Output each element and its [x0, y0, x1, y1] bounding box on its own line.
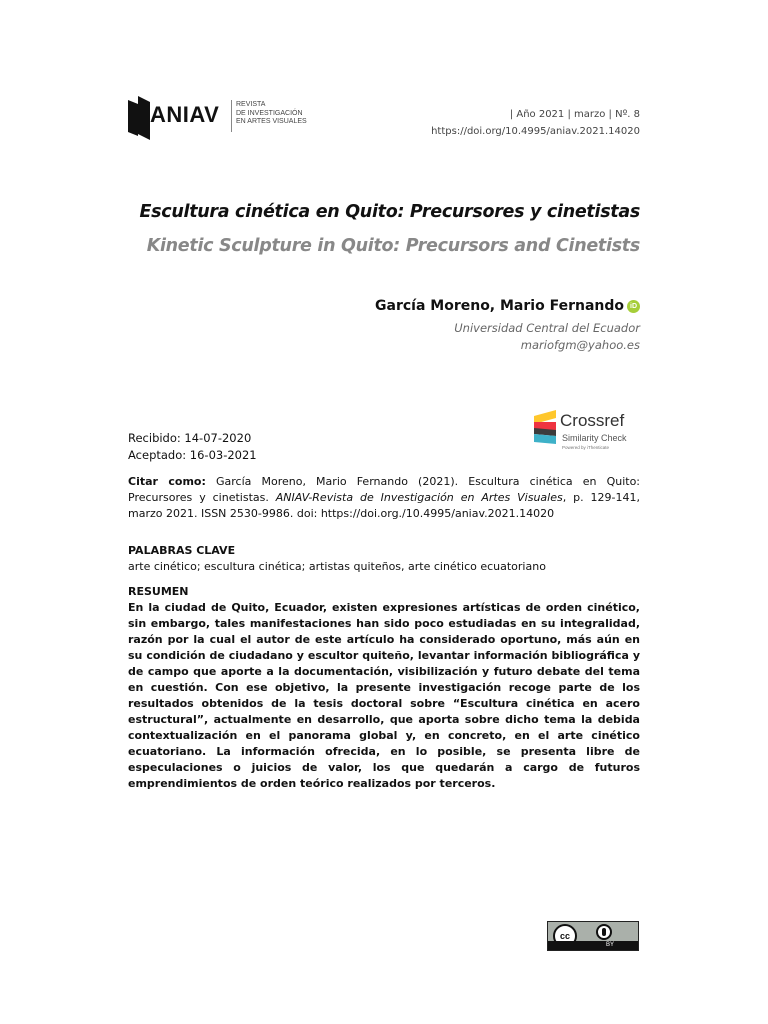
logo-divider: [231, 100, 232, 132]
title-english: Kinetic Sculpture in Quito: Precursors and Cinetists: [146, 236, 640, 256]
dates-block: [128, 430, 257, 464]
keywords-text: arte cinético; escultura cinética; artistas quiteños, arte cinético ecuatoriano: [128, 560, 546, 573]
abstract-text: En la ciudad de Quito, Ecuador, existen expresiones artísticas de orden cinético, sin embargo, tales manifestaciones han sido poco estudiadas en su integralidad, razón por la cual el autor de este artículo ha considerado oportuno, más aún en su condición de ciudadano y escultor quiteño, levantar información bibliográfica y de campo que aporte a la documentación, visibilización y futuro debate del tema en cuestión. Con ese objetivo, la presente investigación recoge parte de los resultados obtenidos de la tesis doctoral sobre “Escultura cinética en acero estructural”, actualmente en desarrollo, que aporta sobre dicho tema la debida contextualización en el panorama global y, en concreto, en el arte cinético ecuatoriano. La información ofrecida, en lo posible, se presenta libre de especulaciones o juicios de valor, los que quedarán a cargo de futuros emprendimientos de orden teórico realizados por terceros.: [128, 601, 640, 790]
aniav-logo: [128, 96, 318, 140]
cc-circle: cc: [553, 924, 577, 948]
abstract-heading: RESUMEN: [128, 585, 189, 598]
cc-band: [548, 941, 638, 950]
crossref-powered: Powered by iThenticate: [562, 445, 610, 450]
author-email[interactable]: mariofgm@yahoo.es: [520, 338, 640, 352]
author-name: García Moreno, Mario Fernando: [375, 298, 624, 314]
issue-info: [431, 106, 640, 140]
received-date: Recibido: 14-07-2020: [128, 431, 252, 445]
citation-text-end: , p. 129-141, marzo 2021. ISSN 2530-9986. doi: https://doi.org./10.4995/aniav.2021.14020: [128, 491, 640, 520]
attribution-person-icon: [596, 924, 612, 940]
orcid-icon[interactable]: [627, 300, 640, 313]
keywords-section: [128, 543, 640, 575]
cc-by-label: BY: [605, 942, 614, 948]
title-spanish: Escultura cinética en Quito: Precursores y cinetistas: [139, 202, 640, 222]
citation-text: García Moreno, Mario Fernando (2021). Escultura cinética en Quito: Precursores y cinetistas.: [128, 475, 641, 504]
issue-line: | Año 2021 | marzo | Nº. 8: [509, 109, 640, 120]
citation-journal: ANIAV-Revista de Investigación en Artes Visuales: [275, 491, 563, 504]
author-affiliation-block: [454, 320, 640, 354]
logo-subtitle: [236, 101, 307, 127]
crossref-logo-icon: [532, 410, 558, 444]
citation-label: Citar como:: [128, 475, 206, 488]
logo-text: ANIAV: [150, 102, 220, 127]
logo-subtitle-line: EN ARTES VISUALES: [236, 118, 307, 125]
orcid-label: iD: [630, 303, 637, 310]
keywords-heading: PALABRAS CLAVE: [128, 544, 236, 557]
accepted-date: Aceptado: 16-03-2021: [128, 448, 257, 462]
logo-subtitle-line: DE INVESTIGACIÓN: [236, 109, 303, 117]
citation: [128, 474, 640, 522]
author-affiliation: Universidad Central del Ecuador: [454, 321, 640, 335]
creative-commons-by-icon[interactable]: [547, 921, 639, 951]
doi-link[interactable]: https://doi.org/10.4995/aniav.2021.14020: [431, 126, 640, 137]
crossref-name: Crossref: [560, 411, 625, 430]
crossref-similarity-check-logo: [532, 408, 642, 458]
abstract-section: [128, 584, 640, 792]
crossref-subtitle: Similarity Check: [562, 433, 627, 443]
logo-subtitle-line: REVISTA: [236, 101, 266, 108]
